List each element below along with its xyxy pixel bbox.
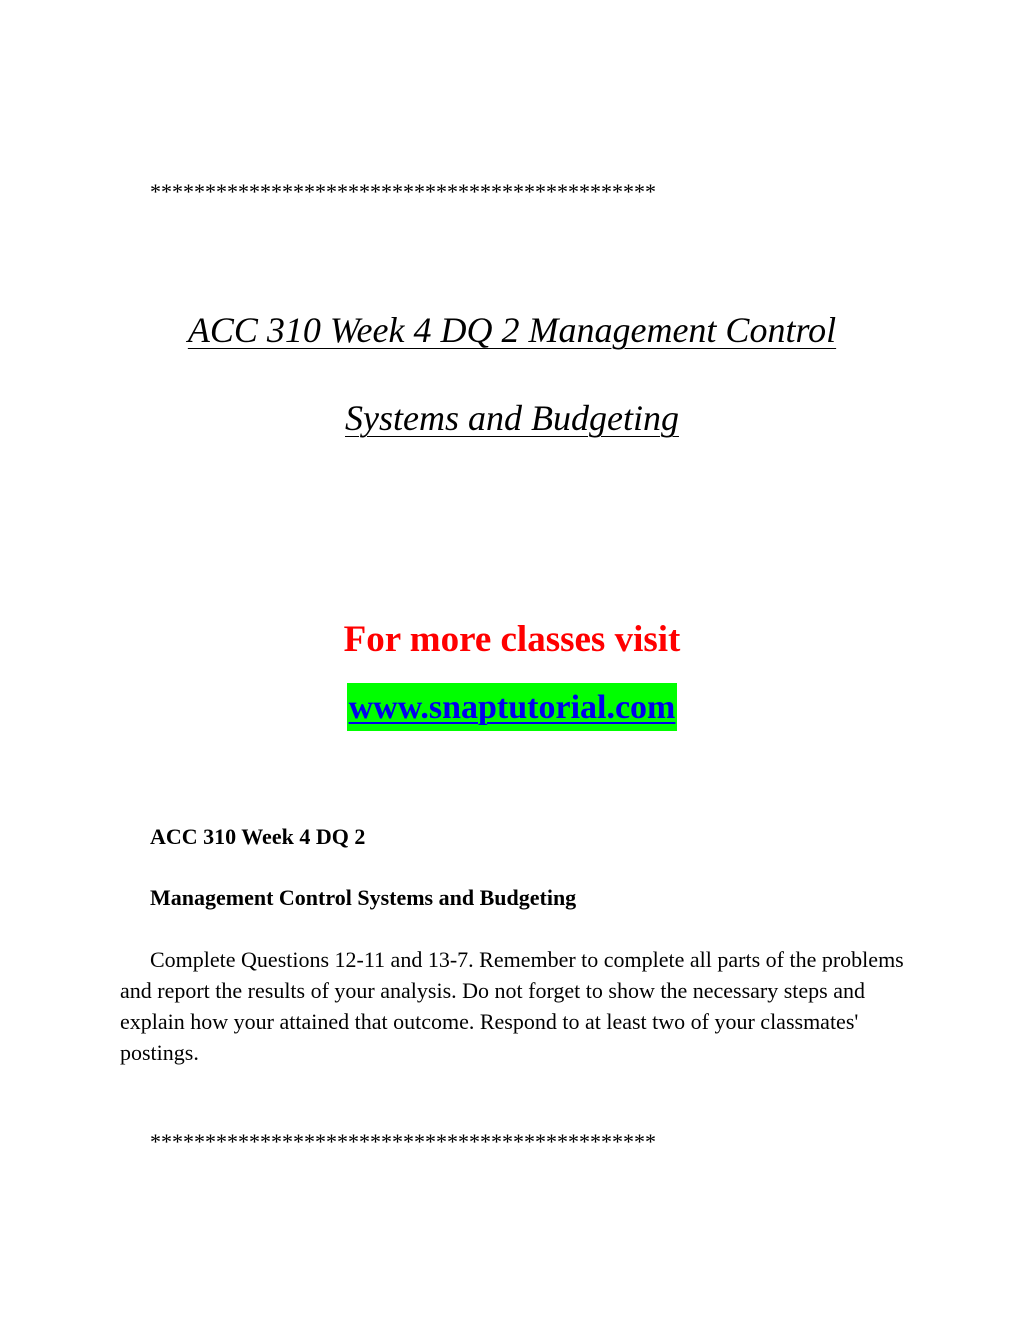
promo-text: For more classes visit [343, 619, 681, 660]
snaptutorial-link[interactable]: www.snaptutorial.com [347, 683, 678, 731]
top-separator: ********************************************** [150, 179, 656, 204]
bottom-separator: ********************************************** [150, 1129, 656, 1154]
link-container [0, 683, 1024, 731]
page-title-line-1: ACC 310 Week 4 DQ 2 Management Control [187, 310, 837, 350]
page-title-line-2: Systems and Budgeting [345, 398, 679, 438]
section-heading: ACC 310 Week 4 DQ 2 [150, 824, 366, 849]
body-paragraph: Complete Questions 12-11 and 13-7. Remember to complete all parts of the problems and report the results of your analysis. Do not forget to show the necessary steps and explain how your attained that outcome. Respond to at least two of your classmates' postings. [120, 947, 904, 1065]
section-subheading: Management Control Systems and Budgeting [150, 885, 577, 910]
